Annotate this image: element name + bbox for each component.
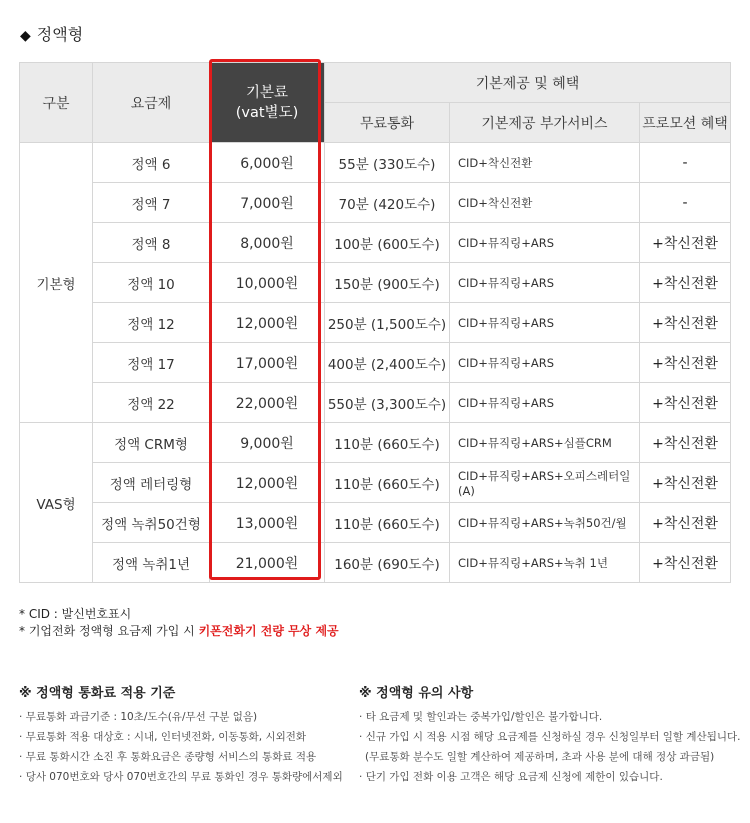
caution-item: (무료통화 분수도 일할 계산하여 제공하며, 초과 사용 분에 대해 정상 과금됨) bbox=[365, 751, 715, 763]
header-benefits: 기본제공 및 혜택 bbox=[325, 63, 731, 103]
base-fee-cell: 8,000원 bbox=[210, 223, 325, 263]
caution-item: · 단기 가입 전화 이용 고객은 해당 요금제 신청에 제한이 있습니다. bbox=[359, 767, 740, 787]
promotion-cell: - bbox=[640, 143, 731, 183]
section-title bbox=[20, 22, 83, 45]
free-call-cell: 100분 (600도수) bbox=[325, 223, 450, 263]
billing-criteria-item: · 무료통화 적용 대상호 : 시내, 인터넷전화, 이동통화, 시외전화 bbox=[19, 727, 343, 747]
table-row bbox=[20, 263, 731, 303]
header-free-call: 무료통화 bbox=[325, 103, 450, 143]
table-row bbox=[20, 543, 731, 583]
promotion-cell: +착신전환 bbox=[640, 503, 731, 543]
header-base-fee-line2: (vat별도) bbox=[235, 104, 299, 121]
plan-name-cell: 정액 7 bbox=[93, 183, 210, 223]
plan-name-cell: 정액 12 bbox=[93, 303, 210, 343]
free-call-cell: 110분 (660도수) bbox=[325, 503, 450, 543]
service-cell: CID+뮤직링+ARS bbox=[450, 383, 640, 423]
header-base-fee bbox=[210, 63, 325, 143]
header-services: 기본제공 부가서비스 bbox=[450, 103, 640, 143]
base-fee-cell: 7,000원 bbox=[210, 183, 325, 223]
service-cell: CID+뮤직링+ARS+녹취50건/월 bbox=[450, 503, 640, 543]
caution-title: ※ 정액형 유의 사항 bbox=[359, 686, 474, 701]
table-row bbox=[20, 503, 731, 543]
plan-table-body bbox=[20, 143, 731, 583]
category-cell: VAS형 bbox=[20, 423, 93, 583]
plan-name-cell: 정액 녹취1년 bbox=[93, 543, 210, 583]
table-row bbox=[20, 423, 731, 463]
table-row bbox=[20, 343, 731, 383]
caution-section bbox=[359, 682, 740, 787]
category-cell: 기본형 bbox=[20, 143, 93, 423]
plan-name-cell: 정액 8 bbox=[93, 223, 210, 263]
billing-criteria-item: · 무료 통화시간 소진 후 통화요금은 종량형 서비스의 통화료 적용 bbox=[19, 747, 343, 767]
promotion-cell: - bbox=[640, 183, 731, 223]
service-cell: CID+뮤직링+ARS+오피스레터일(A) bbox=[450, 463, 640, 503]
note-join-text: * 기업전화 정액형 요금제 가입 시 bbox=[19, 624, 199, 638]
promotion-cell: +착신전환 bbox=[640, 343, 731, 383]
promotion-cell: +착신전환 bbox=[640, 543, 731, 583]
base-fee-cell: 10,000원 bbox=[210, 263, 325, 303]
service-cell: CID+뮤직링+ARS+심플CRM bbox=[450, 423, 640, 463]
service-cell: CID+뮤직링+ARS bbox=[450, 223, 640, 263]
plan-table bbox=[19, 62, 731, 583]
promotion-cell: +착신전환 bbox=[640, 263, 731, 303]
table-row bbox=[20, 383, 731, 423]
base-fee-cell: 21,000원 bbox=[210, 543, 325, 583]
free-call-cell: 70분 (420도수) bbox=[325, 183, 450, 223]
header-category: 구분 bbox=[20, 63, 93, 143]
base-fee-cell: 22,000원 bbox=[210, 383, 325, 423]
plan-name-cell: 정액 17 bbox=[93, 343, 210, 383]
table-row bbox=[20, 223, 731, 263]
base-fee-cell: 17,000원 bbox=[210, 343, 325, 383]
section-title-text: 정액형 bbox=[36, 25, 84, 44]
note-cid: * CID : 발신번호표시 bbox=[19, 607, 132, 621]
service-cell: CID+뮤직링+ARS bbox=[450, 343, 640, 383]
base-fee-cell: 9,000원 bbox=[210, 423, 325, 463]
table-row bbox=[20, 303, 731, 343]
table-row bbox=[20, 183, 731, 223]
service-cell: CID+뮤직링+ARS bbox=[450, 303, 640, 343]
service-cell: CID+착신전환 bbox=[450, 143, 640, 183]
billing-criteria-item: · 당사 070번호와 당사 070번호간의 무료 통화인 경우 통화량에서제외 bbox=[19, 767, 343, 787]
base-fee-cell: 13,000원 bbox=[210, 503, 325, 543]
free-call-cell: 110분 (660도수) bbox=[325, 463, 450, 503]
free-call-cell: 55분 (330도수) bbox=[325, 143, 450, 183]
note-join bbox=[19, 623, 339, 640]
service-cell: CID+뮤직링+ARS bbox=[450, 263, 640, 303]
free-call-cell: 250분 (1,500도수) bbox=[325, 303, 450, 343]
note-join-highlight: 키폰전화기 전량 무상 제공 bbox=[198, 624, 339, 638]
table-row bbox=[20, 143, 731, 183]
service-cell: CID+뮤직링+ARS+녹취 1년 bbox=[450, 543, 640, 583]
free-call-cell: 160분 (690도수) bbox=[325, 543, 450, 583]
promotion-cell: +착신전환 bbox=[640, 383, 731, 423]
promotion-cell: +착신전환 bbox=[640, 423, 731, 463]
notes bbox=[19, 606, 339, 640]
service-cell: CID+착신전환 bbox=[450, 183, 640, 223]
table-row bbox=[20, 463, 731, 503]
base-fee-cell: 6,000원 bbox=[210, 143, 325, 183]
plan-name-cell: 정액 녹취50건형 bbox=[93, 503, 210, 543]
promotion-cell: +착신전환 bbox=[640, 223, 731, 263]
billing-criteria-item: · 무료통화 과금기준 : 10초/도수(유/무선 구분 없음) bbox=[19, 707, 343, 727]
header-plan: 요금제 bbox=[93, 63, 210, 143]
billing-criteria-section bbox=[19, 682, 343, 787]
plan-name-cell: 정액 CRM형 bbox=[93, 423, 210, 463]
base-fee-cell: 12,000원 bbox=[210, 463, 325, 503]
promotion-cell: +착신전환 bbox=[640, 303, 731, 343]
free-call-cell: 550분 (3,300도수) bbox=[325, 383, 450, 423]
promotion-cell: +착신전환 bbox=[640, 463, 731, 503]
plan-name-cell: 정액 6 bbox=[93, 143, 210, 183]
plan-name-cell: 정액 10 bbox=[93, 263, 210, 303]
free-call-cell: 150분 (900도수) bbox=[325, 263, 450, 303]
plan-name-cell: 정액 22 bbox=[93, 383, 210, 423]
header-promotion: 프로모션 혜택 bbox=[640, 103, 731, 143]
free-call-cell: 400분 (2,400도수) bbox=[325, 343, 450, 383]
billing-criteria-title: ※ 정액형 통화료 적용 기준 bbox=[19, 686, 176, 701]
base-fee-cell: 12,000원 bbox=[210, 303, 325, 343]
caution-item: · 신규 가입 시 적용 시점 해당 요금제를 신청하실 경우 신청일부터 일할 계산됩니다. bbox=[359, 727, 740, 747]
header-base-fee-line1: 기본료 bbox=[245, 84, 289, 101]
caution-item: · 타 요금제 및 할인과는 중복가입/할인은 불가합니다. bbox=[359, 707, 740, 727]
diamond-icon: ◆ bbox=[20, 28, 31, 44]
plan-name-cell: 정액 레터링형 bbox=[93, 463, 210, 503]
free-call-cell: 110분 (660도수) bbox=[325, 423, 450, 463]
